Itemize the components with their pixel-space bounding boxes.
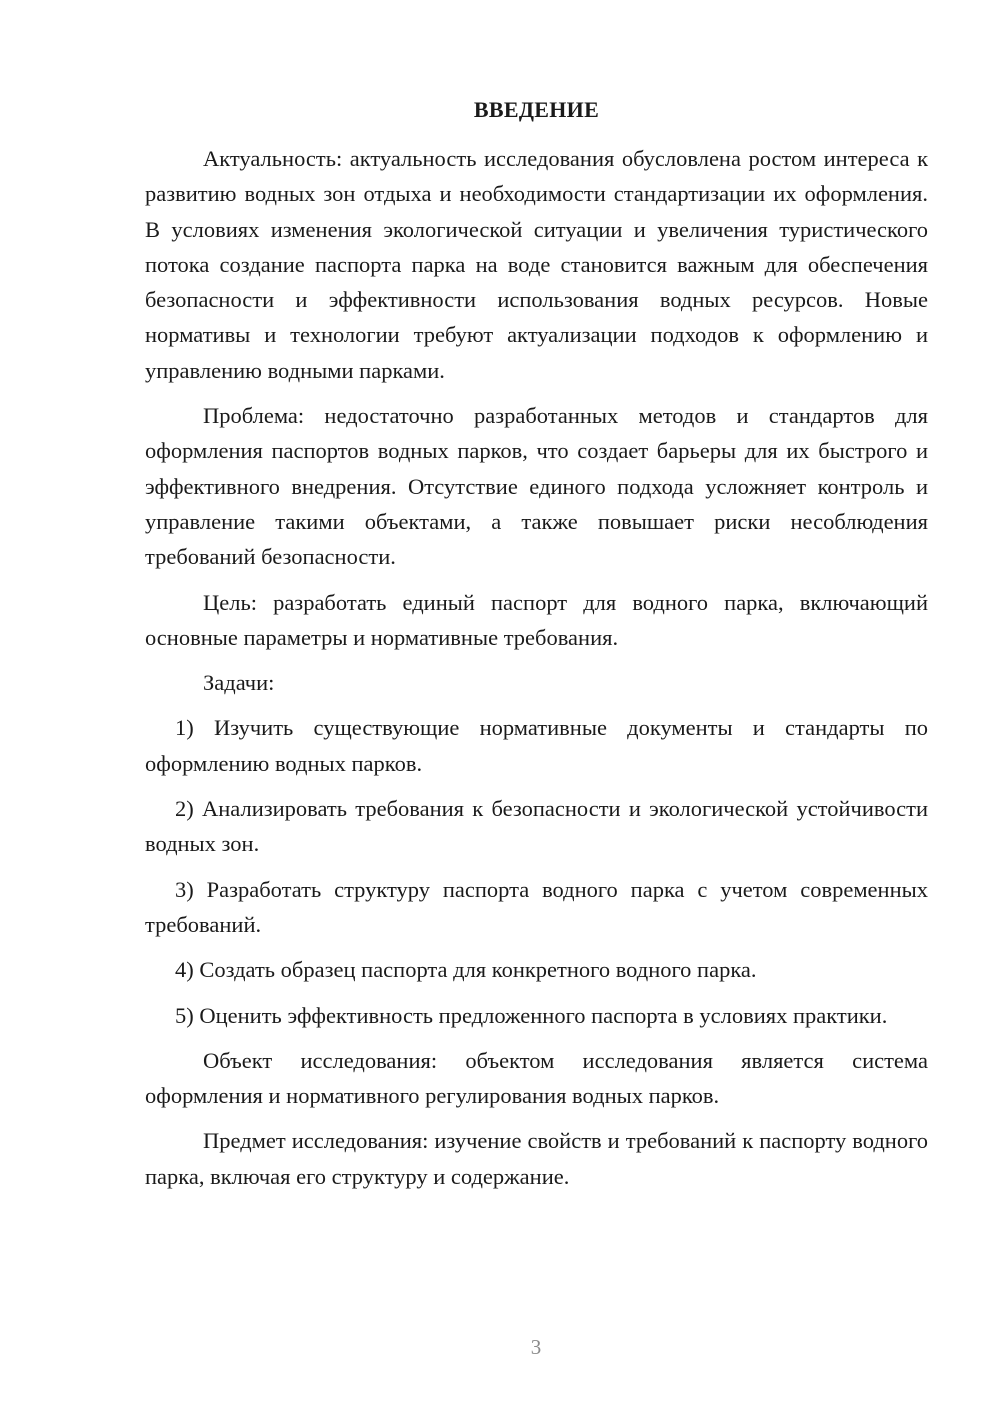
task-item-5: 5) Оценить эффективность предложенного паспорта в условиях практики. <box>175 1002 888 1028</box>
paragraph-goal: Цель: разработать единый паспорт для водного парка, включающий основные параметры и нормативные требования. <box>145 589 928 650</box>
task-item-4: 4) Создать образец паспорта для конкретного водного парка. <box>175 957 757 983</box>
paragraph-tasks-heading: Задачи: <box>203 670 275 696</box>
task-item-2: 2) Анализировать требования к безопасности и экологической устойчивости водных зон. <box>145 796 928 857</box>
section-heading: ВВЕДЕНИЕ <box>473 97 600 122</box>
paragraph-relevance: Актуальность: актуальность исследования обусловлена ростом интереса к развитию водных зон отдыха и необходимости стандартизации их оформления. В условиях изменения экологической ситуации и увеличения туристического потока создание паспорта парка на воде становится важным для обеспечения безопасности и эффективности использования водных ресурсов. Новые нормативы и технологии требуют актуализации подходов к оформлению и управлению водными парками. <box>145 146 928 383</box>
paragraph-problem: Проблема: недостаточно разработанных методов и стандартов для оформления паспортов водных парков, что создает барьеры для их быстрого и эффективного внедрения. Отсутствие единого подхода усложняет контроль и управление такими объектами, а также повышает риски несоблюдения требований безопасности. <box>145 403 928 570</box>
task-item-3: 3) Разработать структуру паспорта водного парка с учетом современных требований. <box>145 876 928 937</box>
paragraph-subject: Предмет исследования: изучение свойств и требований к паспорту водного парка, включая его структуру и содержание. <box>145 1128 928 1189</box>
page-number: 3 <box>530 1335 542 1359</box>
document-body <box>145 141 928 1204</box>
task-item-1: 1) Изучить существующие нормативные документы и стандарты по оформлению водных парков. <box>145 715 928 776</box>
paragraph-object: Объект исследования: объектом исследования является система оформления и нормативного регулирования водных парков. <box>145 1047 928 1109</box>
